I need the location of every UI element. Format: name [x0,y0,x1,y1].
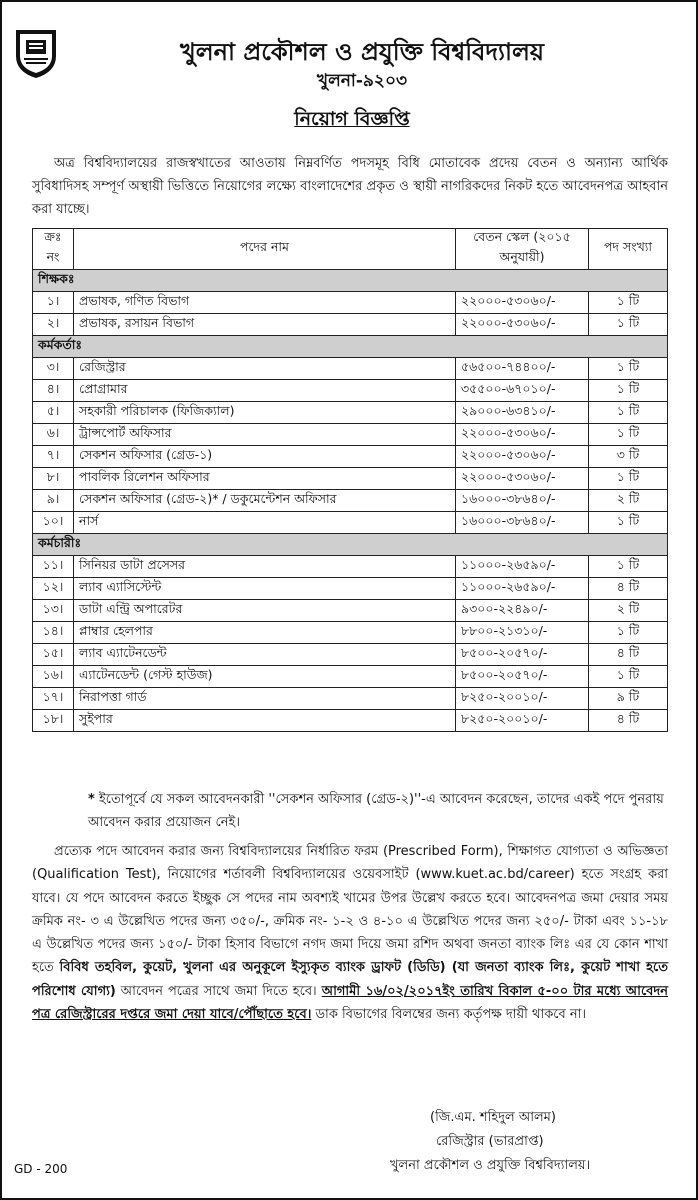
table-row [33,402,668,424]
signatory-institution: খুলনা প্রকৌশল ও প্রযুক্তি বিশ্ববিদ্যালয়। [390,1158,591,1173]
table-row [33,644,668,666]
cell-post-name: পাবলিক রিলেশন অফিসার [74,468,456,490]
cell-post-count: ২ টি [589,490,668,512]
instructions-bank-draft: বিবিধ তহবিল, কুয়েট, খুলনা এর অনুকূলে ইস্যুকৃত ব্যাংক ড্রাফট (ডিডি) (যা জনতা ব্যাংক লিঃ, কুয়েট শাখা হতে পরিশোধ যোগ্য) [32,960,668,999]
note-text: ইতোপূর্বে যে সকল আবেদনকারী ''সেকশন অফিসার (গ্রেড-২)''-এ আবেদন করেছেন, তাদের একই পদে পুনরায় আবেদন করার প্রয়োজন নেই। [88,792,664,830]
cell-serial: ১৮। [33,710,74,732]
cell-pay-scale: ১১০০০-২৬৫৯০/- [456,556,589,578]
cell-post-name: প্রভাষক, গণিত বিভাগ [74,292,456,314]
header-post-count: পদ সংখ্যা [589,229,668,270]
instructions-part-2: আবেদন পত্রের সাথে জমা দিতে হবে। [115,983,322,999]
table-header-row [33,229,668,270]
cell-post-name: সহকারী পরিচালক (ফিজিক্যাল) [74,402,456,424]
group-label: কর্মচারীঃ [33,534,668,556]
cell-serial: ৬। [33,424,74,446]
cell-post-name: নার্স [74,512,456,534]
table-row [33,556,668,578]
intro-paragraph: অত্র বিশ্ববিদ্যালয়ের রাজস্বখাতের আওতায় নিম্নবর্ণিত পদসমূহ বিধি মোতাবেক প্রদেয় বেতন ও অন্যান্য আর্থিক সুবিধাদিসহ সম্পূর্ণ অস্থায়ী ভিত্তিতে নিয়োগের লক্ষ্যে বাংলাদেশের প্রকৃত ও স্থায়ী নাগরিকদের নিকট হতে আবেদনপত্র আহবান করা যাচ্ছে। [32,156,668,217]
cell-post-count: ১ টি [589,314,668,336]
cell-serial: ১। [33,292,74,314]
instructions-part-1: প্রত্যেক পদে আবেদন করার জন্য বিশ্ববিদ্যালয়ের নির্ধারিত ফরম (Prescribed Form), শিক্ষাগত যোগ্যতা ও অভিজ্ঞতা (Qualification Test), নিয়োগের শর্তাবলী বিশ্ববিদ্যালয়ের ওয়েবসাইট (www.kuet.ac.bd/career) হতে সংগ্রহ করা যাবে। যে পদে আবেদন করতে ইচ্ছুক সে পদের নাম অবশ্যই খামের উপর উল্লেখ করতে হবে। আবেদনপত্র জমা দেয়ার সময় ক্রমিক নং- ৩ এ উল্লেখিত পদের জন্য ৩৫০/-, ক্রমিক নং- ১-২ ও ৪-১০ এ উল্লেখিত পদের জন্য ২৫০/- টাকা এবং ১১-১৮ এ উল্লেখিত পদের জন্য ১৫০/- টাকা হিসাব বিভাগে নগদ জমা দিয়ে জমা রশিদ অথবা জনতা ব্যাংক লিঃ এর যে কোন শাখা হতে [32,844,668,976]
cell-pay-scale: ১৬০০০-৩৮৬৪০/- [456,512,589,534]
cell-post-count: ১ টি [589,666,668,688]
table-row [33,622,668,644]
cell-pay-scale: ২২০০০-৫৩০৬০/- [456,424,589,446]
cell-post-count: ৪ টি [589,644,668,666]
cell-pay-scale: ১৬০০০-৩৮৬৪০/- [456,490,589,512]
table-row [33,512,668,534]
cell-post-name: সুইপার [74,710,456,732]
cell-pay-scale: ২২০০০-৫৩০৬০/- [456,292,589,314]
cell-post-count: ১ টি [589,622,668,644]
table-row [33,292,668,314]
cell-post-count: ৯ টি [589,688,668,710]
cell-serial: ১৪। [33,622,74,644]
cell-pay-scale: ২২০০০-৫৩০৬০/- [456,468,589,490]
cell-post-name: সেকশন অফিসার (গ্রেড-১) [74,446,456,468]
cell-serial: ১৫। [33,644,74,666]
cell-serial: ১১। [33,556,74,578]
cell-post-count: ১ টি [589,380,668,402]
cell-post-name: প্রোগ্রামার [74,380,456,402]
cell-pay-scale: ৮৫০০-২০৫৭০/- [456,644,589,666]
table-row [33,314,668,336]
cell-post-count: ১ টি [589,512,668,534]
cell-serial: ৫। [33,402,74,424]
header-pay-scale: বেতন স্কেল (২০১৫ অনুযায়ী) [456,229,589,270]
positions-table [32,228,668,732]
table-row [33,600,668,622]
university-title: খুলনা প্রকৌশল ও প্রযুক্তি বিশ্ববিদ্যালয় [180,38,544,66]
instructions-paragraph [32,840,668,1026]
cell-post-count: ৪ টি [589,578,668,600]
notice-heading: নিয়োগ বিজ্ঞপ্তি [294,108,410,130]
cell-pay-scale: ৮২৫০-২০০১০/- [456,688,589,710]
signatory-designation: রেজিস্ট্রার (ভারপ্রাপ্ত) [436,1134,544,1149]
table-group-row [33,534,668,556]
cell-pay-scale: ২৯০০০-৬৩৪১০/- [456,402,589,424]
cell-post-name: রেজিস্ট্রার [74,358,456,380]
cell-serial: ৯। [33,490,74,512]
university-logo-icon [12,26,60,80]
cell-serial: ৩। [33,358,74,380]
table-row [33,446,668,468]
cell-serial: ১২। [33,578,74,600]
cell-post-count: ১ টি [589,556,668,578]
header-post-name: পদের নাম [74,229,456,270]
table-row [33,578,668,600]
cell-post-name: সিনিয়র ডাটা প্রসেসর [74,556,456,578]
positions-table-body [33,270,668,732]
cell-serial: ১০। [33,512,74,534]
cell-post-name: ল্যাব এ্যাসিস্টেন্ট [74,578,456,600]
cell-post-name: ল্যাব এ্যাটেনডেন্ট [74,644,456,666]
table-row [33,424,668,446]
cell-post-name: প্লাম্বার হেলপার [74,622,456,644]
table-row [33,490,668,512]
cell-post-count: ২ টি [589,600,668,622]
cell-pay-scale: ৯৩০০-২২৪৯০/- [456,600,589,622]
instructions-part-3: ডাক বিভাগের বিলম্বের জন্য কর্তৃপক্ষ দায়ী থাকবে না। [311,1007,587,1023]
cell-post-name: এ্যাটেনডেন্ট (গেস্ট হাউজ) [74,666,456,688]
cell-post-name: প্রভাষক, রসায়ন বিভাগ [74,314,456,336]
signatory-name: (জি.এম. শহিদুল আলম) [430,1110,556,1125]
instructions-deadline: আগামী ১৬/০২/২০১৭ইং তারিখ বিকাল ৫-০০ টার মধ্যে আবেদন পত্র রেজিস্ট্রারের দপ্তরে জমা দেয়া যাবে/পৌঁছাতে হবে। [32,983,668,1023]
table-row [33,358,668,380]
table-row [33,710,668,732]
table-row [33,380,668,402]
cell-pay-scale: ২২০০০-৫৩০৬০/- [456,314,589,336]
table-row [33,468,668,490]
university-address: খুলনা-৯২০৩ [316,71,408,91]
cell-post-count: ১ টি [589,292,668,314]
cell-post-count: ৩ টি [589,446,668,468]
cell-pay-scale: ২২০০০-৫৩০৬০/- [456,446,589,468]
cell-serial: ২। [33,314,74,336]
table-group-row [33,270,668,292]
cell-post-count: ১ টি [589,424,668,446]
cell-serial: ১৬। [33,666,74,688]
group-label: শিক্ষকঃ [33,270,668,292]
cell-serial: ১৭। [33,688,74,710]
cell-pay-scale: ৮৮০০-২১৩১০/- [456,622,589,644]
cell-serial: ৮। [33,468,74,490]
cell-pay-scale: ৩৫৫০০-৬৭০১০/- [456,380,589,402]
group-label: কর্মকর্তাঃ [33,336,668,358]
cell-post-count: ১ টি [589,402,668,424]
note-star: * [88,792,95,807]
cell-pay-scale: ৫৬৫০০-৭৪৪০০/- [456,358,589,380]
table-group-row [33,336,668,358]
cell-serial: ৪। [33,380,74,402]
cell-post-count: ১ টি [589,468,668,490]
cell-post-count: ১ টি [589,358,668,380]
header-serial: ক্রঃ নং [33,229,74,270]
cell-serial: ৭। [33,446,74,468]
cell-pay-scale: ১১০০০-২৬৫৯০/- [456,578,589,600]
cell-serial: ১৩। [33,600,74,622]
cell-post-name: সেকশন অফিসার (গ্রেড-২)* / ডকুমেন্টেশন অফিসার [74,490,456,512]
table-row [33,666,668,688]
signature-block [390,1106,680,1178]
note-paragraph [88,788,668,834]
table-row [33,688,668,710]
cell-post-name: নিরাপত্তা গার্ড [74,688,456,710]
cell-pay-scale: ৮২৫০-২০০১০/- [456,710,589,732]
cell-post-name: ডাটা এন্ট্রি অপারেটর [74,600,456,622]
cell-pay-scale: ৮৫০০-২০৫৭০/- [456,666,589,688]
footer-code: GD - 200 [14,1162,68,1176]
cell-post-count: ৪ টি [589,710,668,732]
cell-post-name: ট্রান্সপোর্ট অফিসার [74,424,456,446]
